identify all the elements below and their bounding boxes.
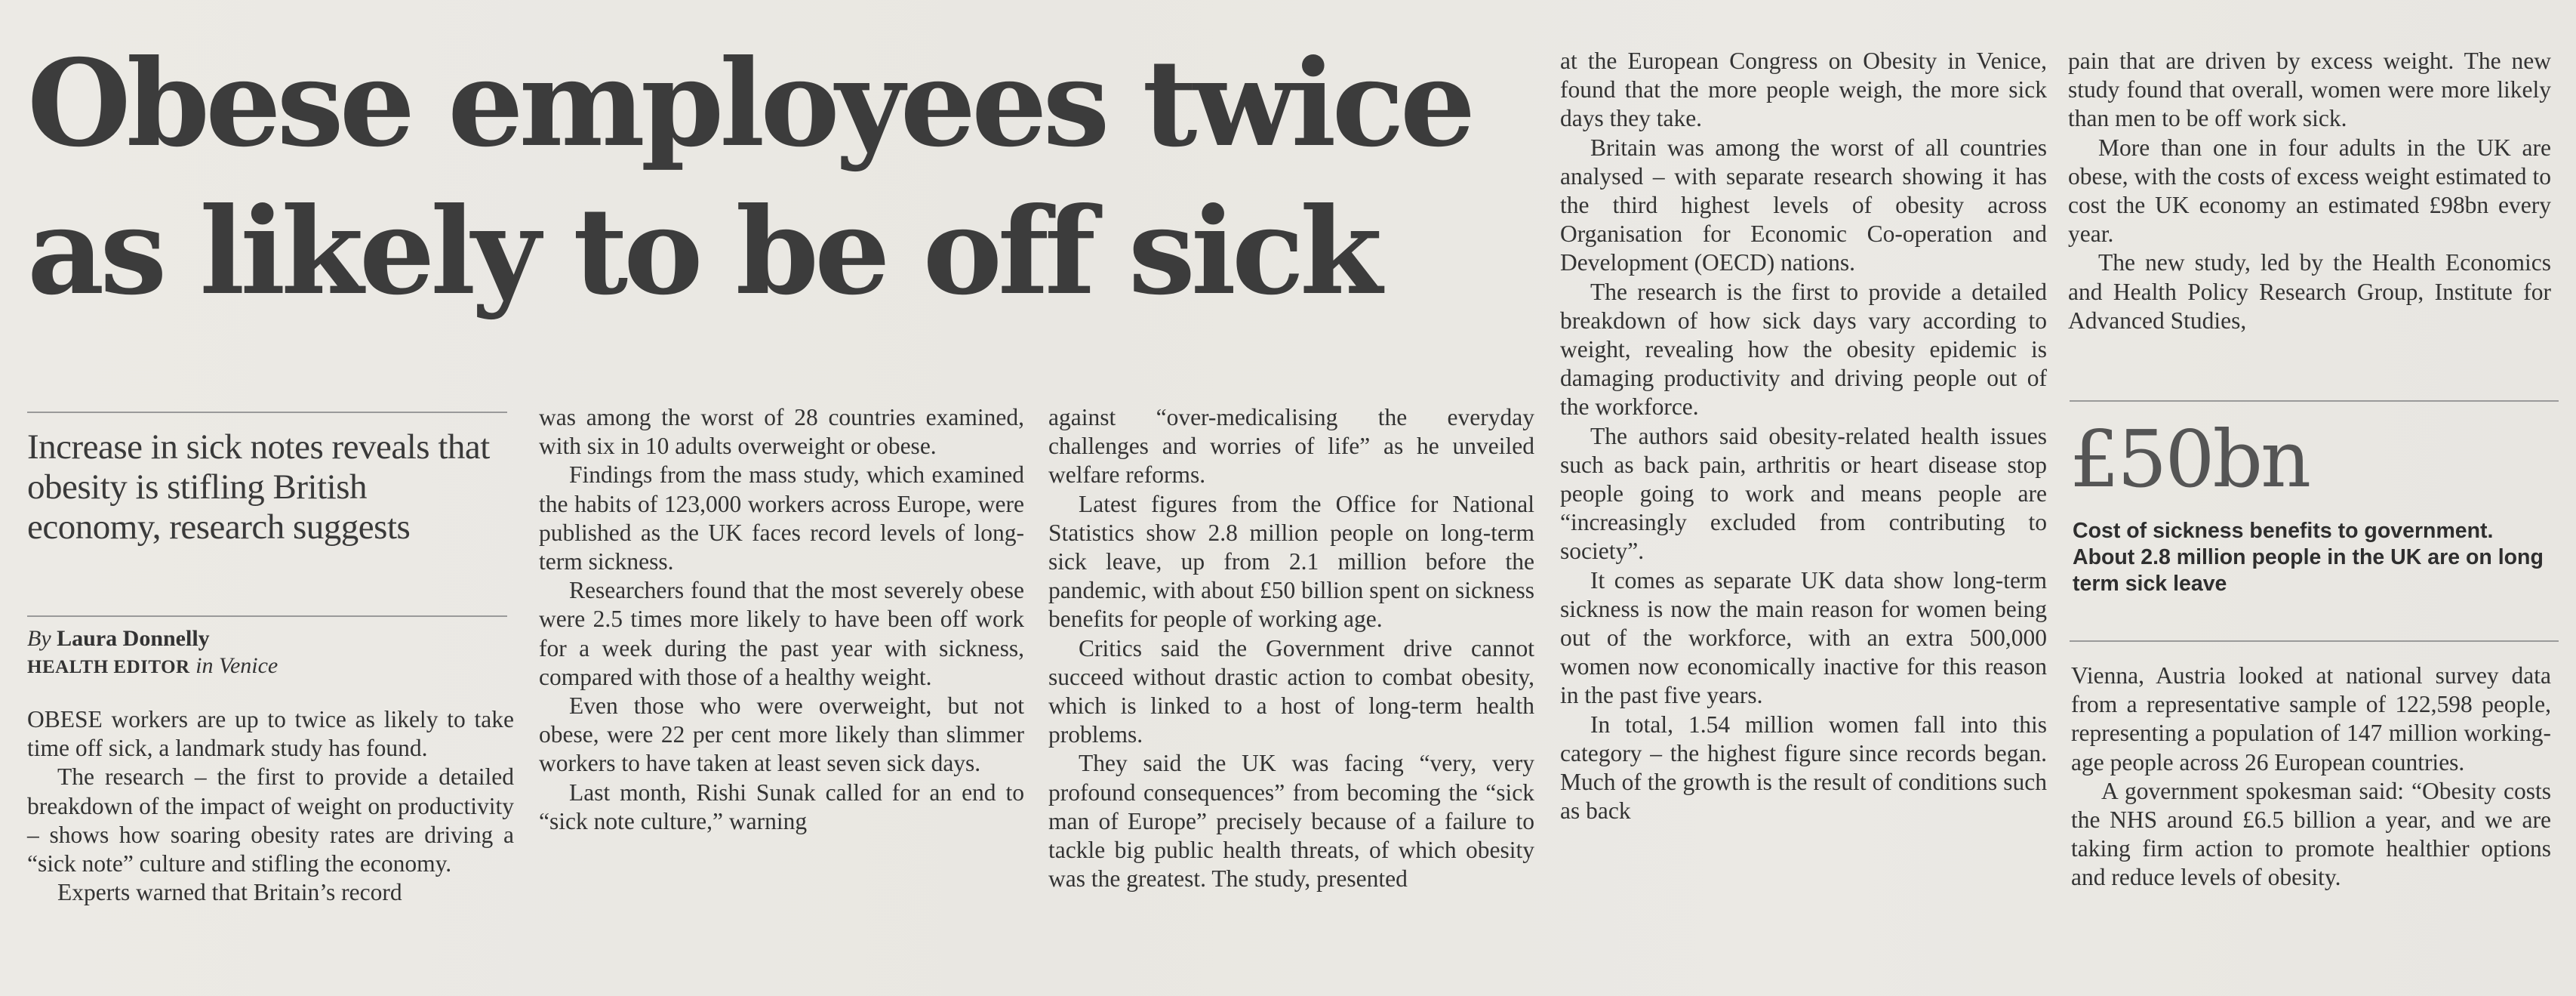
paragraph: The research – the first to provide a detailed breakdown of the impact of weight on productivity – shows how soaring obesity rates are driving a “sick note” culture and stifling the economy.	[27, 763, 514, 877]
column-2	[539, 403, 1024, 836]
factbox-caption: Cost of sickness benefits to government. About 2.8 million people in the UK are on long term sick leave	[2073, 519, 2544, 596]
headline	[27, 30, 1537, 326]
standfirst-bottom-rule	[27, 615, 507, 617]
column-1	[27, 705, 514, 907]
factbox-top-rule	[2070, 400, 2559, 402]
paragraph: Researchers found that the most severely obese were 2.5 times more likely to have been off work for a week during the past year with sickness, compared with those of a healthy weight.	[539, 577, 1024, 690]
paragraph: In total, 1.54 million women fall into this category – the highest figure since records began. Much of the growth is the result of conditions such as back	[1560, 711, 2047, 825]
paragraph: at the European Congress on Obesity in Venice, found that the more people weigh, the more sick days they take.	[1560, 48, 2047, 132]
byline-by: By	[27, 626, 51, 651]
paragraph: OBESE workers are up to twice as likely to take time off sick, a landmark study has found.	[27, 706, 514, 762]
paragraph: Experts warned that Britain’s record	[57, 879, 402, 906]
paragraph: They said the UK was facing “very, very profound consequences” from becoming the “sick man of Europe” precisely because of a failure to tackle big public health threats, of which obesity was the greatest. The study, presented	[1048, 750, 1534, 893]
column-4	[1560, 47, 2047, 825]
paragraph: Britain was among the worst of all countries analysed – with separate research showing it has the third highest levels of obesity across Organisation for Economic Co-operation and Development (OECD) nations.	[1560, 134, 2047, 276]
paragraph: Latest figures from the Office for National Statistics show 2.8 million people on long-term sick leave, up from 2.1 million before the pandemic, with about £50 billion spent on sickness benefits for people of working age.	[1048, 490, 1534, 633]
factbox-bottom-rule	[2070, 640, 2559, 642]
paragraph: The new study, led by the Health Economics and Health Policy Research Group, Institute for Advanced Studies,	[2068, 249, 2551, 334]
paragraph: Last month, Rishi Sunak called for an end to “sick note culture,” warning	[539, 779, 1024, 834]
column-3	[1048, 403, 1534, 893]
byline-location: in Venice	[195, 653, 279, 678]
paragraph: pain that are driven by excess weight. The new study found that overall, women were more likely than men to be off work sick.	[2068, 48, 2551, 132]
paragraph: The research is the first to provide a detailed breakdown of how sick days vary according to weight, revealing how the obesity epidemic is damaging productivity and driving people out of the workforce.	[1560, 278, 2047, 421]
paragraph: The authors said obesity-related health issues such as back pain, arthritis or heart disease stop people going to work and means people are “increasingly excluded from contributing to society”.	[1560, 422, 2047, 565]
paragraph: It comes as separate UK data show long-term sickness is now the main reason for women being out of the workforce, with an extra 500,000 women now economically inactive for this reason in the past five years.	[1560, 566, 2047, 709]
paragraph: Vienna, Austria looked at national survey data from a representative sample of 122,598 people, representing a population of 147 million working-age people across 26 European countries.	[2071, 662, 2551, 776]
paragraph: A government spokesman said: “Obesity costs the NHS around £6.5 billion a year, and we are taking firm action to promote healthier options and reduce levels of obesity.	[2071, 777, 2551, 891]
paragraph: Critics said the Government drive cannot succeed without drastic action to combat obesity, which is linked to a host of long-term health problems.	[1048, 634, 1534, 748]
paragraph: was among the worst of 28 countries examined, with six in 10 adults overweight or obese.	[539, 404, 1024, 460]
paragraph: Even those who were overweight, but not obese, were 22 per cent more likely than slimmer workers to have taken at least seven sick days.	[539, 692, 1024, 777]
paragraph: against “over-medicalising the everyday challenges and worries of life” as he unveiled welfare reforms.	[1048, 404, 1534, 489]
byline-role: HEALTH EDITOR	[27, 657, 190, 677]
standfirst-top-rule	[27, 412, 507, 413]
byline	[27, 625, 503, 681]
column-5-top	[2068, 47, 2551, 335]
factbox-figure: £50bn	[2070, 413, 2310, 505]
headline-line-1: Obese employees twice	[27, 34, 1472, 174]
headline-line-2: as likely to be off sick	[27, 182, 1378, 322]
byline-author: Laura Donnelly	[57, 626, 210, 651]
standfirst: Increase in sick notes reveals that obesity is stifling British economy, research suggests	[27, 427, 490, 547]
column-5-bottom	[2071, 661, 2551, 893]
paragraph: Findings from the mass study, which examined the habits of 123,000 workers across Europe, were published as the UK faces record levels of long-term sickness.	[539, 461, 1024, 575]
paragraph: More than one in four adults in the UK are obese, with the costs of excess weight estimated to cost the UK economy an estimated £98bn every year.	[2068, 134, 2551, 248]
